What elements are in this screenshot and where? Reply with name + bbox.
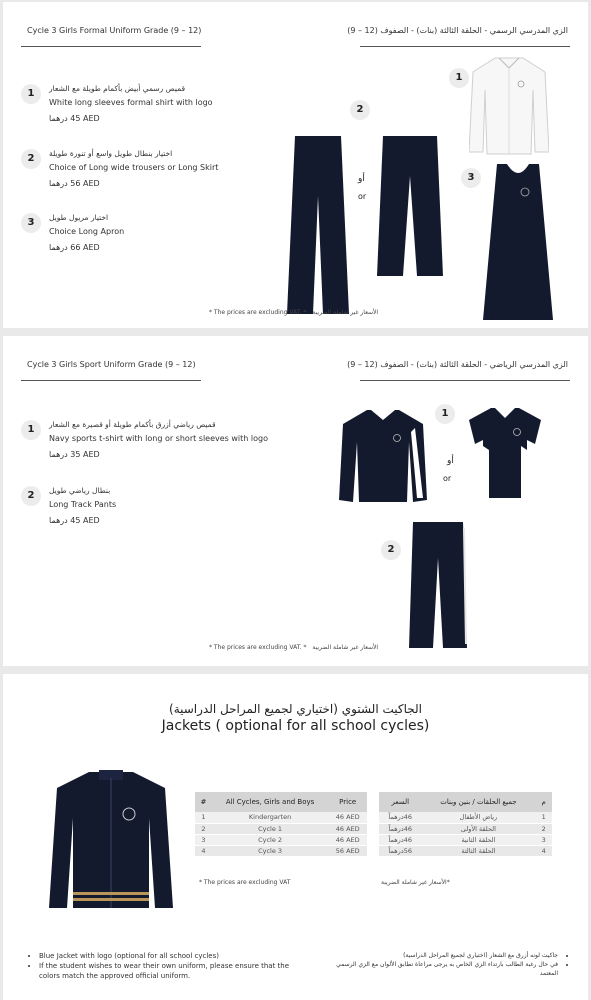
track-pants-image (409, 522, 467, 648)
item-desc-ar: بنطال رياضي طويل (49, 486, 111, 495)
table-header: All Cycles, Girls and Boys (212, 792, 329, 812)
jacket-image (49, 768, 173, 914)
item-desc-ar: اختيار بنطال طويل واسع أو تنورة طويلة (49, 149, 173, 158)
divider (21, 380, 201, 381)
table-row: 1 رياض الأطفال 46درهماً (379, 812, 552, 823)
wide-trousers-image (287, 136, 349, 314)
item-desc-ar: قميص رياضي أزرق بأكمام طويلة أو قصيرة مع الشعار (49, 420, 216, 429)
table-row: 2 Cycle 1 46 AED (195, 823, 367, 834)
table-header: جميع الحلقات / بنين وبنات (422, 792, 536, 812)
or-label-en: or (443, 474, 452, 483)
item-number-badge: 2 (21, 149, 41, 169)
item-number-badge: 1 (21, 420, 41, 440)
divider (360, 380, 570, 381)
item-desc-en: Navy sports t-shirt with long or short sleeves with logo (49, 434, 268, 443)
formal-uniform-section (3, 2, 588, 328)
item-price: درهما 66 AED (49, 243, 100, 252)
sport-title-en: Cycle 3 Girls Sport Uniform Grade (9 – 12) (27, 360, 196, 369)
table-header: Price (328, 792, 367, 812)
formal-title-ar: الزي المدرسي الرسمي - الحلقة الثالثة (بنات) - الصفوف (12 – 9) (347, 26, 568, 35)
vat-note: * The prices are excluding VAT. * الأسعار غير شاملة الضريبة (209, 644, 379, 651)
white-shirt-image (469, 54, 549, 156)
item-number-badge: 2 (21, 486, 41, 506)
jacket-price-table-ar (379, 792, 552, 857)
table-row: 2 الحلقة الأولى 46درهماً (379, 823, 552, 834)
jacket-price-table-en (195, 792, 367, 857)
image-number-badge: 1 (435, 404, 455, 424)
jackets-title-ar: الجاكيت الشتوي (اختياري لجميع المراحل الدراسية) (169, 702, 422, 716)
long-apron-image (483, 164, 553, 320)
table-row: 3 الحلقة الثانية 46درهماً (379, 834, 552, 845)
item-desc-en: Choice of Long wide trousers or Long Skirt (49, 163, 219, 172)
vat-note: * The prices are excluding VAT. * الأسعار غير شاملة الضريبة (209, 309, 379, 316)
or-label-ar: أو (447, 456, 454, 466)
divider (360, 46, 570, 47)
table-row: 4 Cycle 3 56 AED (195, 845, 367, 856)
item-desc-en: Long Track Pants (49, 500, 117, 509)
jackets-section (3, 674, 588, 1000)
table-row: 4 الحلقة الثالثة 56درهماً (379, 845, 552, 856)
image-number-badge: 2 (381, 540, 401, 560)
item-price: درهما 45 AED (49, 516, 100, 525)
long-skirt-image (377, 136, 443, 276)
item-desc-en: White long sleeves formal shirt with logo (49, 98, 213, 107)
item-price: درهما 35 AED (49, 450, 100, 459)
or-label-en: or (358, 192, 367, 201)
table-header: السعر (379, 792, 422, 812)
list-item: • في حال رغبة الطالب بارتداء الزي الخاص به يرجى مراعاة تطابق الألوان مع الزي الرسمي المعتمد (336, 960, 558, 978)
image-number-badge: 2 (350, 100, 370, 120)
sport-title-ar: الزي المدرسي الرياضي - الحلقة الثالثة (بنات) - الصفوف (12 – 9) (347, 360, 568, 369)
list-item: • جاكيت لونه أزرق مع الشعار (اختياري لجميع المراحل الدراسية) (336, 951, 558, 960)
formal-title-en: Cycle 3 Girls Formal Uniform Grade (9 – 12) (27, 26, 202, 35)
item-number-badge: 3 (21, 213, 41, 233)
jackets-title-en: Jackets ( optional for all school cycles) (161, 718, 430, 734)
item-desc-en: Choice Long Apron (49, 227, 125, 236)
table-header: م (535, 792, 552, 812)
item-desc-ar: قميص رسمي أبيض بأكمام طويلة مع الشعار (49, 84, 186, 93)
vat-note-en: * The prices are excluding VAT (199, 879, 291, 886)
list-item: • If the student wishes to wear their own uniform, please ensure that the colors match the approved official uniform. (39, 961, 301, 981)
list-item: • Blue Jacket with logo (optional for all school cycles) (39, 951, 301, 961)
jacket-notes-ar (336, 951, 566, 978)
vat-note-ar: *الأسعار غير شاملة الضريبة (381, 879, 450, 886)
jacket-notes-en (31, 951, 301, 981)
item-price: درهما 56 AED (49, 179, 100, 188)
table-header: # (195, 792, 212, 812)
divider (21, 46, 201, 47)
sport-uniform-section (3, 336, 588, 666)
item-price: درهما 45 AED (49, 114, 100, 123)
image-number-badge: 3 (461, 168, 481, 188)
or-label-ar: أو (358, 174, 365, 184)
table-row: 3 Cycle 2 46 AED (195, 834, 367, 845)
item-number-badge: 1 (21, 84, 41, 104)
short-sleeve-sport-shirt-image (469, 406, 541, 500)
item-desc-ar: اختيار مريول طويل (49, 213, 109, 222)
long-sleeve-sport-shirt-image (339, 408, 427, 504)
image-number-badge: 1 (449, 68, 469, 88)
table-row: 1 Kindergarten 46 AED (195, 812, 367, 823)
